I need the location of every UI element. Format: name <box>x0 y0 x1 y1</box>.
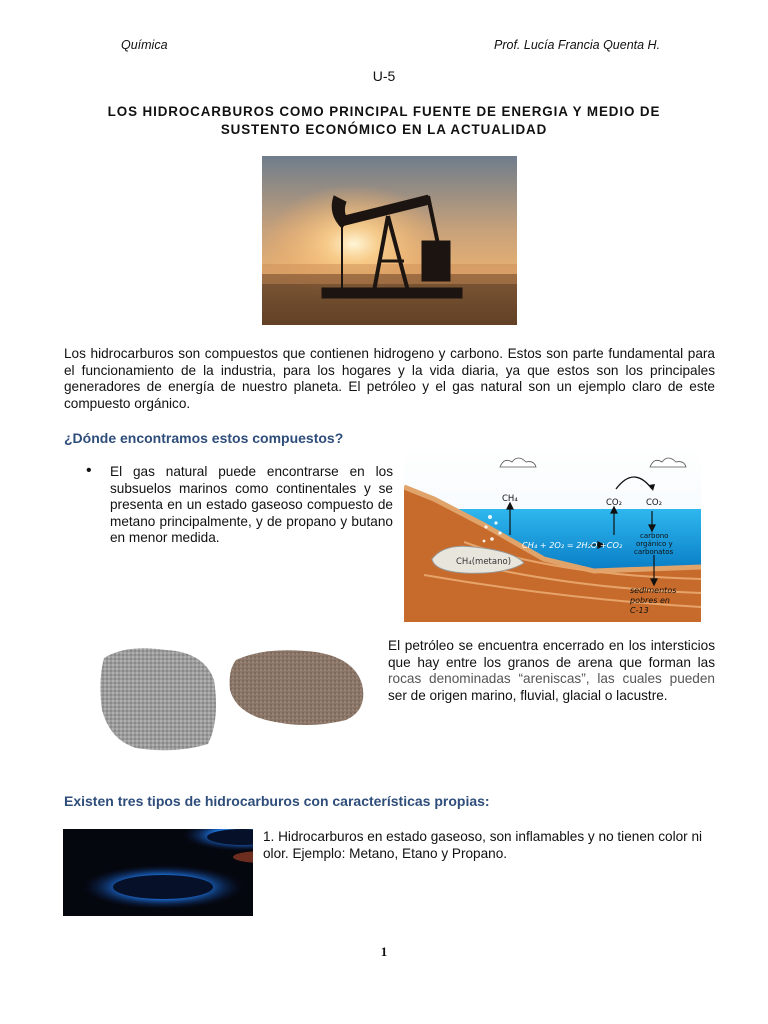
header-subject: Química <box>121 38 168 52</box>
gas-flame-photo <box>63 829 253 916</box>
section-heading-where: ¿Dónde encontramos estos compuestos? <box>64 430 344 446</box>
oil-paragraph <box>388 638 715 704</box>
diagram-sed-1: sedimentos <box>630 586 677 595</box>
type1-line-2: olor. Ejemplo: Metano, Etano y Propano. <box>263 845 508 861</box>
header-teacher: Prof. Lucía Francia Quenta H. <box>494 38 661 52</box>
sandstone-rocks-photo <box>96 640 368 755</box>
diagram-methane-label: CH₄(metano) <box>456 557 512 567</box>
intro-paragraph: Los hidrocarburos son compuestos que contienen hidrogeno y carbono. Estos son parte fundamental para el funcionamiento de la industria, para los hogares y la vida diaria, ya que estos son los principales generadores de energía de nuestro planeta. El petróleo y el gas natural son un ejemplo claro de este compuesto orgánico. <box>64 346 715 411</box>
diagram-ch4-label: CH₄ <box>502 494 518 504</box>
diagram-co2-right: CO₂ <box>646 498 663 508</box>
oil-text-part2: rocas denominadas “areniscas”, las cuales pueden <box>388 671 715 686</box>
title-line-2: SUSTENTO ECONÓMICO EN LA ACTUALIDAD <box>220 122 548 137</box>
page-number: 1 <box>380 944 388 959</box>
diagram-sed-3: C-13 <box>630 606 649 615</box>
oil-text-part1: El petróleo se encuentra encerrado en los intersticios que hay entre los granos de arena que forman las <box>388 638 715 670</box>
bullet-icon: • <box>86 462 92 479</box>
oil-text-part3: ser de origen marino, fluvial, glacial o lacustre. <box>388 687 668 703</box>
diagram-carbon-2: orgánico y <box>636 540 673 548</box>
diagram-co2-left: CO₂ <box>606 498 623 508</box>
oil-pump-photo <box>262 156 517 325</box>
natural-gas-diagram <box>404 447 701 622</box>
type1-line-1: 1. Hidrocarburos en estado gaseoso, son inflamables y no tienen color ni <box>263 829 703 844</box>
diagram-equation: CH₄ + 2O₂ = 2H₂O +CO₂ <box>522 540 623 550</box>
bullet-gas-text: El gas natural puede encontrarse en los subsuelos marinos como continentales y se presenta en un estado gaseoso compuesto de metano principalmente, y de propano y butano en menor medida. <box>110 464 393 545</box>
type1-text <box>263 829 723 862</box>
diagram-carbon-3: carbonatos <box>634 548 674 556</box>
unit-label: U-5 <box>372 68 396 84</box>
title-line-1: LOS HIDROCARBUROS COMO PRINCIPAL FUENTE DE ENERGIA Y MEDIO DE <box>107 104 661 119</box>
diagram-carbon-1: carbono <box>640 532 669 540</box>
diagram-sed-2: pobres en <box>630 596 670 605</box>
section-heading-types: Existen tres tipos de hidrocarburos con características propias: <box>64 793 490 809</box>
document-title <box>90 103 678 139</box>
